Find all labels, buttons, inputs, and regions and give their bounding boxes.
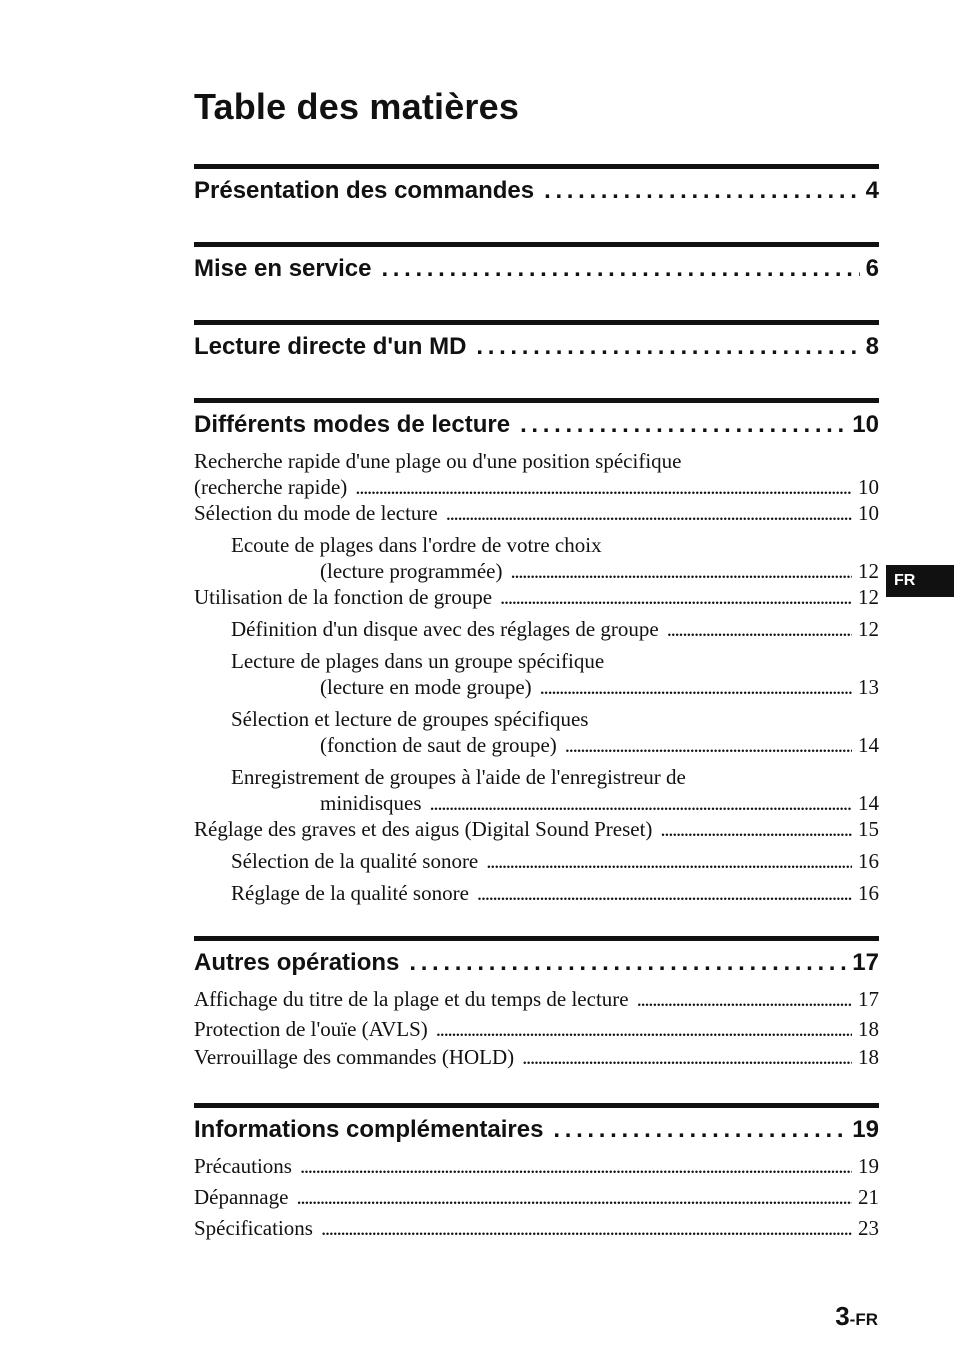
dot-leader — [296, 1184, 852, 1210]
section-page: 4 — [865, 177, 879, 204]
entry-page: 21 — [858, 1185, 879, 1209]
entry-first-line: Recherche rapide d'une plage ou d'une position spécifique — [194, 449, 682, 473]
section-heading[interactable] — [194, 946, 879, 980]
section-rule — [194, 164, 879, 169]
section-page: 10 — [852, 411, 879, 438]
entry-text: Protection de l'ouïe (AVLS) — [194, 1017, 428, 1041]
entry-page: 15 — [858, 817, 879, 841]
dot-leader — [409, 946, 846, 980]
toc-section-mise-en-service — [194, 242, 879, 286]
page-number — [835, 1301, 878, 1332]
toc-entry[interactable] — [194, 1016, 879, 1042]
toc-section-modes-de-lecture — [194, 398, 879, 906]
entry-text: Réglage des graves et des aigus (Digital Sound Preset) — [194, 817, 653, 841]
page-number-value: 3 — [835, 1301, 850, 1331]
section-heading[interactable] — [194, 330, 879, 364]
toc-entry[interactable] — [194, 1184, 879, 1210]
entry-text: (lecture programmée) — [320, 559, 503, 583]
dot-leader — [540, 674, 852, 700]
language-tab: FR — [886, 565, 954, 597]
section-rule — [194, 1103, 879, 1108]
dot-leader — [500, 584, 852, 610]
entry-text: (fonction de saut de groupe) — [320, 733, 557, 757]
toc-entry[interactable] — [194, 986, 879, 1012]
entry-page: 10 — [858, 475, 879, 499]
entry-first-line: Ecoute de plages dans l'ordre de votre choix — [231, 533, 602, 557]
entry-page: 12 — [858, 585, 879, 609]
dot-leader — [321, 1215, 852, 1241]
section-title: Informations complémentaires — [194, 1116, 544, 1143]
entry-page: 16 — [858, 849, 879, 873]
toc-entry[interactable] — [194, 584, 879, 610]
toc-section-lecture-directe — [194, 320, 879, 364]
entry-text: (lecture en mode groupe) — [320, 675, 532, 699]
dot-leader — [300, 1153, 852, 1179]
toc-entry[interactable] — [194, 448, 879, 500]
entry-text: minidisques — [320, 791, 422, 815]
toc-entry[interactable] — [194, 616, 879, 642]
toc-section-presentation — [194, 164, 879, 208]
entry-first-line: Sélection et lecture de groupes spécifiques — [231, 707, 589, 731]
section-title: Différents modes de lecture — [194, 411, 511, 438]
dot-leader — [565, 732, 852, 758]
dot-leader — [510, 558, 852, 584]
dot-leader — [355, 474, 852, 500]
dot-leader — [520, 408, 846, 442]
dot-leader — [544, 174, 860, 208]
toc-entry[interactable] — [194, 500, 879, 526]
entry-text: Réglage de la qualité sonore — [231, 881, 469, 905]
dot-leader — [477, 880, 852, 906]
section-rule — [194, 320, 879, 325]
entry-text: (recherche rapide) — [194, 475, 348, 499]
toc-entry[interactable] — [194, 532, 879, 584]
dot-leader — [637, 986, 852, 1012]
section-heading[interactable] — [194, 1113, 879, 1147]
section-title: Présentation des commandes — [194, 177, 535, 204]
section-heading[interactable] — [194, 252, 879, 286]
section-rule — [194, 242, 879, 247]
entry-text: Sélection de la qualité sonore — [231, 849, 479, 873]
toc-entry[interactable] — [194, 1044, 879, 1070]
entry-page: 12 — [858, 617, 879, 641]
toc-entry[interactable] — [194, 648, 879, 700]
entry-text: Précautions — [194, 1154, 292, 1178]
entry-page: 17 — [858, 987, 879, 1011]
entry-page: 19 — [858, 1154, 879, 1178]
section-title: Mise en service — [194, 255, 372, 282]
section-title: Lecture directe d'un MD — [194, 333, 467, 360]
dot-leader — [660, 816, 852, 842]
toc-entry[interactable] — [194, 1215, 879, 1241]
dot-leader — [667, 616, 852, 642]
toc-entry[interactable] — [194, 1153, 879, 1179]
toc-entry[interactable] — [194, 816, 879, 842]
entry-first-line: Enregistrement de groupes à l'aide de l'enregistreur de — [231, 765, 686, 789]
entry-text: Définition d'un disque avec des réglages de groupe — [231, 617, 659, 641]
section-rule — [194, 936, 879, 941]
section-heading[interactable] — [194, 174, 879, 208]
section-rule — [194, 398, 879, 403]
toc-section-autres-operations — [194, 936, 879, 1070]
toc-entry[interactable] — [194, 706, 879, 758]
entry-page: 13 — [858, 675, 879, 699]
dot-leader — [486, 848, 852, 874]
entry-page: 18 — [858, 1017, 879, 1041]
toc-entry[interactable] — [194, 764, 879, 816]
entry-first-line: Lecture de plages dans un groupe spécifique — [231, 649, 605, 673]
entry-page: 16 — [858, 881, 879, 905]
toc-entry[interactable] — [194, 848, 879, 874]
entry-text: Utilisation de la fonction de groupe — [194, 585, 493, 609]
toc-entry[interactable] — [194, 880, 879, 906]
entry-page: 14 — [858, 791, 879, 815]
entry-text: Verrouillage des commandes (HOLD) — [194, 1045, 515, 1069]
dot-leader — [381, 252, 859, 286]
entry-page: 18 — [858, 1045, 879, 1069]
section-page: 17 — [852, 949, 879, 976]
dot-leader — [436, 1016, 852, 1042]
page-title: Table des matières — [194, 86, 520, 127]
dot-leader — [446, 500, 852, 526]
dot-leader — [476, 330, 859, 364]
entry-page: 14 — [858, 733, 879, 757]
entry-text: Sélection du mode de lecture — [194, 501, 438, 525]
section-page: 19 — [852, 1116, 879, 1143]
page-number-suffix: -FR — [849, 1310, 878, 1329]
section-title: Autres opérations — [194, 949, 400, 976]
entry-text: Dépannage — [194, 1185, 289, 1209]
section-page: 8 — [865, 333, 879, 360]
entry-page: 23 — [858, 1216, 879, 1240]
dot-leader — [430, 790, 852, 816]
entry-page: 12 — [858, 559, 879, 583]
section-page: 6 — [865, 255, 879, 282]
dot-leader — [522, 1044, 852, 1070]
section-heading[interactable] — [194, 408, 879, 442]
toc-section-informations — [194, 1103, 879, 1241]
entry-page: 10 — [858, 501, 879, 525]
entry-text: Affichage du titre de la plage et du temps de lecture — [194, 987, 629, 1011]
dot-leader — [553, 1113, 846, 1147]
entry-text: Spécifications — [194, 1216, 313, 1240]
